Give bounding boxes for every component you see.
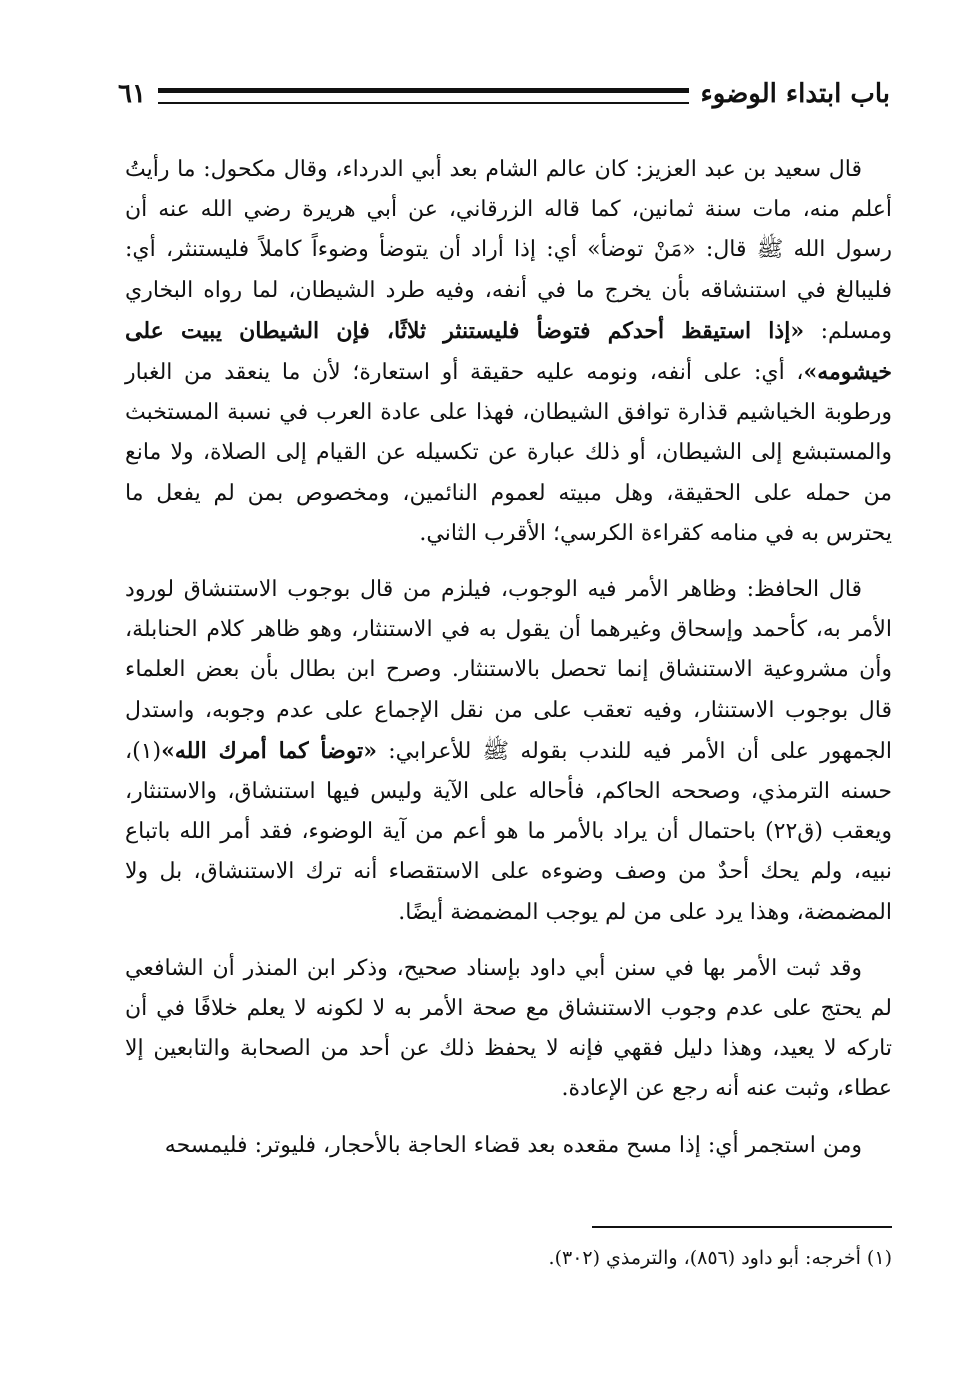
paragraph-3-text: وقد ثبت الأمر بها في سنن أبي داود بإسناد صحيح، وذكر ابن المنذر أن الشافعي لم يحتج على عدم وجوب الاستنشاق مع صحة الأمر به لا لكونه لا يعلم خلافًا في أن تاركه لا يعيد، وهذا دليل فقهي فإنه لا يحفظ ذلك عن أحد من الصحابة والتابعين إلا عطاء، وثبت عنه أنه رجع عن الإعادة.: [125, 955, 893, 1102]
main-text: [125, 150, 892, 1166]
footnote-separator: [592, 1226, 892, 1228]
footnote: (١) أخرجه: أبو داود (٨٥٦)، والترمذي (٣٠٢).: [548, 1247, 892, 1269]
header-rule: [158, 88, 689, 104]
paragraph-4: [125, 1126, 892, 1166]
paragraph-1: [125, 150, 892, 554]
paragraph-3: [125, 949, 892, 1110]
paragraph-2: [125, 570, 892, 933]
paragraph-1-text-b: ، أي: على أنفه، ونومه عليه حقيقة أو استعارة؛ لأن ما ينعقد من الغبار ورطوبة الخياشيم قذارة توافق الشيطان، فهذا على عادة العرب في نسبة المستخبث والمستبشع إلى الشيطان، أو ذلك عبارة عن تكسيله عن القيام إلى الصلاة، ولا مانع من حمله على الحقيقة، وهل مبيته لعموم النائمين، ومخصوص بمن لم يفعل ما يحترس به في منامه كقراءة الكرسي؛ الأقرب الثاني.: [125, 360, 892, 546]
paragraph-1-text-a: قال سعيد بن عبد العزيز: كان عالم الشام بعد أبي الدرداء، وقال مكحول: ما رأيتُ أعلم منه، مات سنة ثمانين، كما قاله الزرقاني، عن أبي هريرة رضي الله عنه أن رسول الله ﷺ قال: «مَنْ توضأ» أي: إذا أراد أن يتوضأ وضوءاً كاملاً فليستنثر، أي: فليبالغ في استنشاقه بأن يخرج ما في أنفه، وفيه طرد الشيطان، لما رواه البخاري ومسلم:: [125, 157, 892, 344]
paragraph-4-text: ومن استجمر أي: إذا مسح مقعده بعد قضاء الحاجة بالأحجار، فليوتر: فليمسحه: [164, 1132, 862, 1158]
hadith-quote-wudu: «توضأ كما أمرك الله»: [161, 737, 378, 764]
page-number: ٦١: [118, 79, 146, 109]
running-header: [118, 74, 890, 114]
paragraph-2-text-a: قال الحافظ: وظاهر الأمر فيه الوجوب، فيلزم من قال بوجوب الاستنشاق لورود الأمر به، كأحمد وإسحاق وغيرهما أن يقول به في الاستنثار، وهو ظاهر كلام الحنابلة، وأن مشروعية الاستنشاق إنما تحصل بالاستنثار. وصرح ابن بطال بأن بعض العلماء قال بوجوب الاستنثار، وفيه تعقب على من نقل الإجماع على عدم وجوبه، واستدل الجمهور على أن الأمر فيه للندب بقوله ﷺ للأعرابي:: [125, 577, 892, 764]
hadith-quote-sleeping: «إذا استيقظ أحدكم فتوضأ فليستنثر ثلاثًا، فإن الشيطان يبيت على خيشومه»: [125, 317, 892, 386]
chapter-title: باب ابتداء الوضوء: [700, 79, 890, 109]
paragraph-2-text-b: (١)، حسنه الترمذي، وصححه الحاكم، فأحاله على الآية وليس فيها استنشاق، والاستنثار، ويعقب (ق٢٢) باحتمال أن يراد بالأمر ما هو أعم من آية الوضوء، فقد أمر الله باتباع نبيه، ولم يحك أحدٌ من وصف وضوءه على الاستقصاء أنه ترك الاستنشاق، بل ولا المضمضة، وهذا يرد على من لم يوجب المضمضة أيضًا.: [125, 738, 892, 925]
